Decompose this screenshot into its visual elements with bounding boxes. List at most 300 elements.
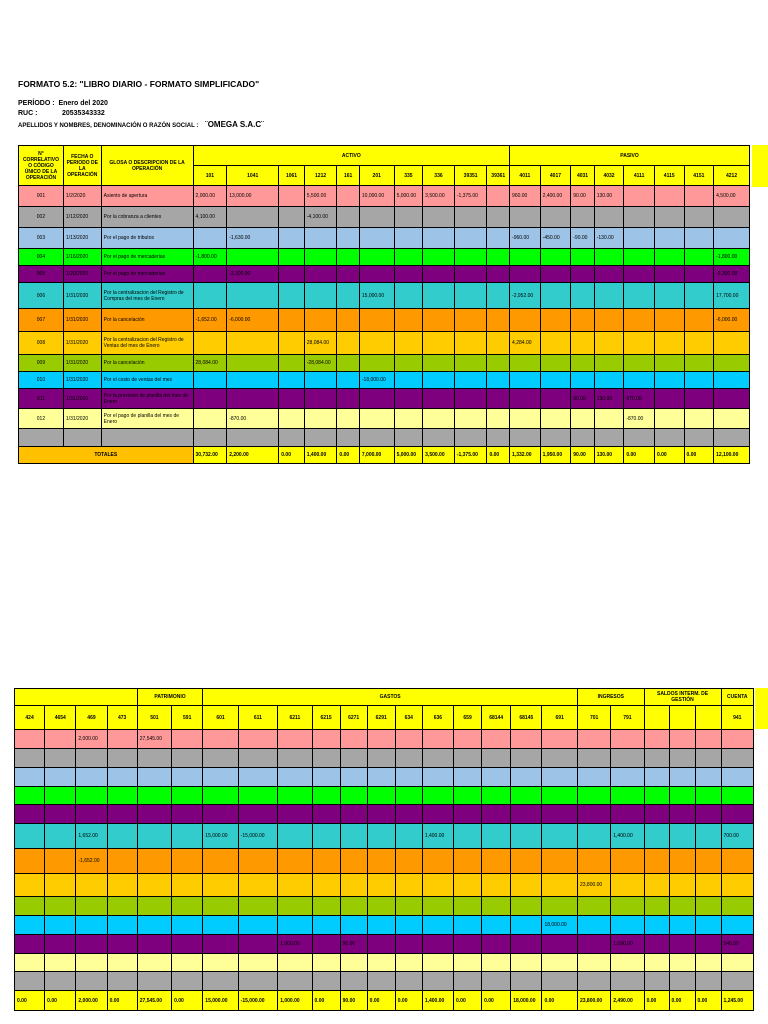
row-value — [394, 332, 423, 355]
row-value — [367, 874, 395, 897]
row-fecha: 1/16/2020 — [63, 249, 101, 266]
col-correlativo-header: N° CORRELATIVO O CÓDIGO ÚNICO DE LA OPERACIÓN — [19, 146, 64, 186]
row-value — [487, 409, 510, 429]
row-value — [594, 283, 624, 309]
row-value — [337, 283, 359, 309]
row-value — [312, 849, 340, 874]
col-fecha-header: FECHA O PERIODO DE LA OPERACIÓN — [63, 146, 101, 186]
row-value — [423, 372, 455, 389]
row-value — [540, 355, 571, 372]
row-value — [45, 849, 76, 874]
total-value: 0.00 — [654, 447, 684, 464]
row-value: -960.00 — [510, 228, 541, 249]
row-value — [279, 389, 305, 409]
row-value — [172, 824, 203, 849]
row-value — [107, 954, 137, 972]
row-value — [482, 935, 511, 954]
account-header-701: 701 — [577, 706, 610, 730]
row-value — [487, 389, 510, 409]
row-value — [193, 332, 227, 355]
row-value — [684, 186, 714, 207]
table-row — [15, 916, 754, 935]
row-glosa: Por el pago de mercaderias — [101, 266, 193, 283]
row-value — [238, 805, 278, 824]
row-value — [695, 749, 721, 768]
row-value — [510, 309, 541, 332]
row-value — [15, 916, 45, 935]
row-value: 90.00 — [571, 186, 594, 207]
empty-cell — [423, 429, 455, 447]
row-value — [312, 768, 340, 787]
row-value — [594, 409, 624, 429]
total-value: 1,332.00 — [510, 447, 541, 464]
row-value — [312, 787, 340, 805]
periodo-label: PERÍODO : — [18, 100, 55, 107]
row-value — [395, 897, 422, 916]
row-value — [542, 787, 578, 805]
row-value — [482, 897, 511, 916]
total-value: 0.00 — [454, 991, 482, 1011]
row-value — [594, 207, 624, 228]
row-value: 2,400.00 — [540, 186, 571, 207]
table-row — [19, 372, 750, 389]
row-value — [422, 849, 453, 874]
row-value: 960.00 — [510, 186, 541, 207]
row-value — [137, 824, 171, 849]
row-value — [203, 787, 238, 805]
row-value — [540, 309, 571, 332]
col-glosa-header: GLOSA O DESCRIPCION DE LA OPERACIÓN — [101, 146, 193, 186]
row-value — [542, 805, 578, 824]
account-header-blank — [695, 706, 721, 730]
row-code: 004 — [19, 249, 64, 266]
row-value — [594, 309, 624, 332]
row-value — [337, 332, 359, 355]
row-value — [137, 749, 171, 768]
row-value — [571, 249, 594, 266]
row-value — [684, 266, 714, 283]
row-value — [624, 309, 655, 332]
row-value — [422, 916, 453, 935]
account-header-1061: 1061 — [279, 166, 305, 186]
row-value — [721, 897, 753, 916]
row-value: -6,000.00 — [714, 309, 750, 332]
table-row — [15, 849, 754, 874]
row-value — [367, 954, 395, 972]
row-value — [76, 787, 107, 805]
row-value — [367, 935, 395, 954]
row-value — [238, 749, 278, 768]
row-value — [511, 768, 542, 787]
row-glosa: Por la cancelación — [101, 309, 193, 332]
row-value — [594, 372, 624, 389]
total-value: 2,490.00 — [611, 991, 644, 1011]
row-value — [714, 228, 750, 249]
row-value — [669, 849, 695, 874]
row-value — [644, 849, 669, 874]
group-cuenta-header: CUENTA — [721, 689, 753, 706]
row-value — [304, 309, 337, 332]
row-glosa: Por la cancelación — [101, 355, 193, 372]
row-value — [654, 355, 684, 372]
row-value — [487, 207, 510, 228]
row-value — [340, 916, 367, 935]
row-value — [172, 916, 203, 935]
row-value — [624, 228, 655, 249]
row-value — [76, 805, 107, 824]
row-value — [454, 954, 482, 972]
row-value — [45, 916, 76, 935]
row-value — [193, 266, 227, 283]
row-value — [203, 749, 238, 768]
row-value — [340, 805, 367, 824]
row-value — [238, 916, 278, 935]
row-value — [172, 897, 203, 916]
total-value: 0.00 — [482, 991, 511, 1011]
row-value — [137, 897, 171, 916]
row-value — [542, 849, 578, 874]
row-value — [669, 749, 695, 768]
row-code: 011 — [19, 389, 64, 409]
row-value — [487, 372, 510, 389]
row-value — [304, 228, 337, 249]
row-value — [454, 849, 482, 874]
row-value — [422, 768, 453, 787]
empty-cell — [684, 429, 714, 447]
row-value — [571, 332, 594, 355]
row-value — [624, 372, 655, 389]
row-value — [454, 787, 482, 805]
row-value — [395, 749, 422, 768]
total-value: 1,000.00 — [278, 991, 312, 1011]
account-header-501: 501 — [137, 706, 171, 730]
totals-row — [19, 447, 750, 464]
row-value: 23,800.00 — [577, 874, 610, 897]
total-value: 0.00 — [279, 447, 305, 464]
row-value — [15, 954, 45, 972]
row-value — [571, 309, 594, 332]
row-value — [644, 935, 669, 954]
row-value — [312, 916, 340, 935]
row-value — [721, 954, 753, 972]
row-value — [238, 787, 278, 805]
row-value — [540, 283, 571, 309]
row-value — [644, 787, 669, 805]
row-value — [454, 749, 482, 768]
row-value — [669, 805, 695, 824]
row-value — [172, 787, 203, 805]
row-value: 545.00 — [721, 935, 753, 954]
row-value — [482, 849, 511, 874]
table-row — [15, 874, 754, 897]
row-fecha: 1/13/2020 — [63, 228, 101, 249]
row-value — [76, 916, 107, 935]
account-header-1212: 1212 — [304, 166, 337, 186]
empty-cell — [367, 972, 395, 991]
row-value — [107, 805, 137, 824]
row-value: 3,500.00 — [423, 186, 455, 207]
row-value — [137, 787, 171, 805]
total-value: 0.00 — [337, 447, 359, 464]
row-value: -1,652.00 — [193, 309, 227, 332]
empty-row — [19, 429, 750, 447]
group-patrimonio-header: PATRIMONIO — [137, 689, 203, 706]
row-value — [312, 874, 340, 897]
row-value — [15, 805, 45, 824]
row-value — [511, 897, 542, 916]
row-value — [172, 935, 203, 954]
row-value — [482, 916, 511, 935]
group-pasivo-header: PASIVO — [510, 146, 750, 166]
row-value — [359, 332, 394, 355]
account-header-101: 101 — [193, 166, 227, 186]
row-value — [714, 332, 750, 355]
empty-cell — [654, 429, 684, 447]
row-value: 130.00 — [594, 186, 624, 207]
row-value — [482, 768, 511, 787]
row-value: 870.00 — [624, 389, 655, 409]
row-value — [107, 730, 137, 749]
row-value — [45, 768, 76, 787]
total-value: 2,200.00 — [227, 447, 279, 464]
row-code: 005 — [19, 266, 64, 283]
row-value: 90.00 — [340, 935, 367, 954]
row-value — [107, 787, 137, 805]
row-value — [359, 228, 394, 249]
row-value — [454, 916, 482, 935]
row-value — [107, 935, 137, 954]
row-value — [423, 266, 455, 283]
row-value — [454, 389, 487, 409]
row-value — [454, 730, 482, 749]
row-value — [654, 249, 684, 266]
row-value: -450.00 — [540, 228, 571, 249]
row-value: 15,000.00 — [359, 283, 394, 309]
row-value — [540, 389, 571, 409]
total-value: 0.00 — [669, 991, 695, 1011]
row-value — [238, 874, 278, 897]
row-value — [107, 897, 137, 916]
table-row — [19, 207, 750, 228]
row-value — [394, 283, 423, 309]
row-value — [654, 409, 684, 429]
total-value: 0.00 — [395, 991, 422, 1011]
row-value — [45, 805, 76, 824]
row-value — [721, 849, 753, 874]
row-value — [359, 207, 394, 228]
row-value — [203, 849, 238, 874]
row-value — [137, 916, 171, 935]
row-value — [227, 283, 279, 309]
row-value — [340, 954, 367, 972]
page-title: FORMATO 5.2: "LIBRO DIARIO - FORMATO SIMPLIFICADO" — [18, 79, 260, 89]
empty-cell — [511, 972, 542, 991]
row-value — [684, 228, 714, 249]
row-value: 13,000.00 — [227, 186, 279, 207]
row-value — [577, 824, 610, 849]
ruc-value: 20535343332 — [61, 110, 105, 117]
row-value — [279, 409, 305, 429]
row-value — [312, 730, 340, 749]
total-value: 0.00 — [312, 991, 340, 1011]
row-value — [511, 805, 542, 824]
row-value — [695, 730, 721, 749]
row-value — [359, 309, 394, 332]
empty-cell — [203, 972, 238, 991]
row-value — [669, 916, 695, 935]
totals-row — [15, 991, 754, 1011]
row-value — [542, 768, 578, 787]
empty-cell — [695, 972, 721, 991]
row-value — [367, 787, 395, 805]
row-value — [395, 935, 422, 954]
row-value — [644, 749, 669, 768]
empty-cell — [137, 972, 171, 991]
row-value — [359, 389, 394, 409]
empty-cell — [227, 429, 279, 447]
account-header-4115: 4115 — [654, 166, 684, 186]
row-value — [577, 849, 610, 874]
total-value: 15,000.00 — [203, 991, 238, 1011]
empty-cell — [45, 972, 76, 991]
row-value — [684, 283, 714, 309]
row-value — [611, 849, 644, 874]
row-value — [611, 768, 644, 787]
row-value — [279, 266, 305, 283]
row-value — [423, 355, 455, 372]
row-value — [644, 824, 669, 849]
account-header-blank — [644, 706, 669, 730]
row-value — [454, 805, 482, 824]
row-value — [669, 954, 695, 972]
total-value: 0.00 — [487, 447, 510, 464]
account-header-4032: 4032 — [594, 166, 624, 186]
row-value — [312, 897, 340, 916]
row-value — [714, 372, 750, 389]
row-value — [714, 355, 750, 372]
row-value: 2,000.00 — [76, 730, 107, 749]
total-value: 0.00 — [15, 991, 45, 1011]
account-header-469: 469 — [76, 706, 107, 730]
row-value — [394, 207, 423, 228]
row-value — [279, 249, 305, 266]
row-value — [624, 249, 655, 266]
row-value — [367, 916, 395, 935]
account-header-4011: 4011 — [510, 166, 541, 186]
empty-cell — [359, 429, 394, 447]
row-value — [340, 874, 367, 897]
row-value — [695, 916, 721, 935]
row-value — [594, 249, 624, 266]
empty-cell — [63, 429, 101, 447]
row-value — [721, 805, 753, 824]
row-value — [279, 372, 305, 389]
row-value — [624, 283, 655, 309]
row-value — [577, 935, 610, 954]
row-value — [107, 874, 137, 897]
row-value — [279, 186, 305, 207]
razon-label: APELLIDOS Y NOMBRES, DENOMINACIÓN O RAZÓN SOCIAL : — [18, 123, 199, 129]
row-value — [278, 954, 312, 972]
row-value — [423, 207, 455, 228]
row-value — [238, 954, 278, 972]
group-ingresos-header: INGRESOS — [577, 689, 644, 706]
row-value — [454, 355, 487, 372]
account-header-691: 691 — [542, 706, 578, 730]
row-value — [278, 849, 312, 874]
group-saldos-header: SALDOS INTERM. DE GESTIÓN — [644, 689, 721, 706]
row-glosa: Por el pago de mercaderias — [101, 249, 193, 266]
row-value — [577, 954, 610, 972]
row-value: 4,284.00 — [510, 332, 541, 355]
row-value — [76, 749, 107, 768]
row-value — [15, 730, 45, 749]
total-value: -15,000.00 — [238, 991, 278, 1011]
periodo-value: Enero del 2020 — [58, 100, 108, 107]
row-value — [76, 897, 107, 916]
row-value — [172, 768, 203, 787]
row-value — [624, 266, 655, 283]
row-value — [654, 186, 684, 207]
row-fecha: 1/31/2020 — [63, 355, 101, 372]
row-value — [395, 849, 422, 874]
row-value — [278, 897, 312, 916]
row-value — [571, 355, 594, 372]
totals-label: TOTALES — [19, 447, 194, 464]
total-value: 30,732.00 — [193, 447, 227, 464]
row-value — [684, 332, 714, 355]
table-row — [19, 249, 750, 266]
row-value — [423, 409, 455, 429]
row-value — [482, 805, 511, 824]
row-value — [172, 730, 203, 749]
row-value — [172, 749, 203, 768]
row-value — [193, 228, 227, 249]
row-value — [15, 787, 45, 805]
total-value: 130.00 — [594, 447, 624, 464]
row-value — [203, 805, 238, 824]
row-value — [611, 916, 644, 935]
row-value — [193, 283, 227, 309]
row-value — [422, 935, 453, 954]
row-value — [337, 207, 359, 228]
row-value — [367, 805, 395, 824]
total-value: 90.00 — [340, 991, 367, 1011]
row-value — [454, 266, 487, 283]
row-value — [394, 389, 423, 409]
account-header-39351: 39351 — [454, 166, 487, 186]
row-value — [337, 309, 359, 332]
row-value — [487, 249, 510, 266]
row-value — [510, 372, 541, 389]
row-value: 5,000.00 — [394, 186, 423, 207]
row-value — [644, 897, 669, 916]
total-value: 0.00 — [45, 991, 76, 1011]
row-value — [15, 897, 45, 916]
row-value: 1,090.00 — [611, 935, 644, 954]
ledger-table-1 — [18, 145, 750, 464]
row-value — [107, 768, 137, 787]
row-value — [695, 954, 721, 972]
total-value: 12,100.00 — [714, 447, 750, 464]
row-value — [340, 768, 367, 787]
row-value — [482, 730, 511, 749]
row-glosa: Por el pago de tributos — [101, 228, 193, 249]
total-value: 1,950.00 — [540, 447, 571, 464]
empty-cell — [721, 972, 753, 991]
row-value — [540, 332, 571, 355]
row-value — [15, 935, 45, 954]
